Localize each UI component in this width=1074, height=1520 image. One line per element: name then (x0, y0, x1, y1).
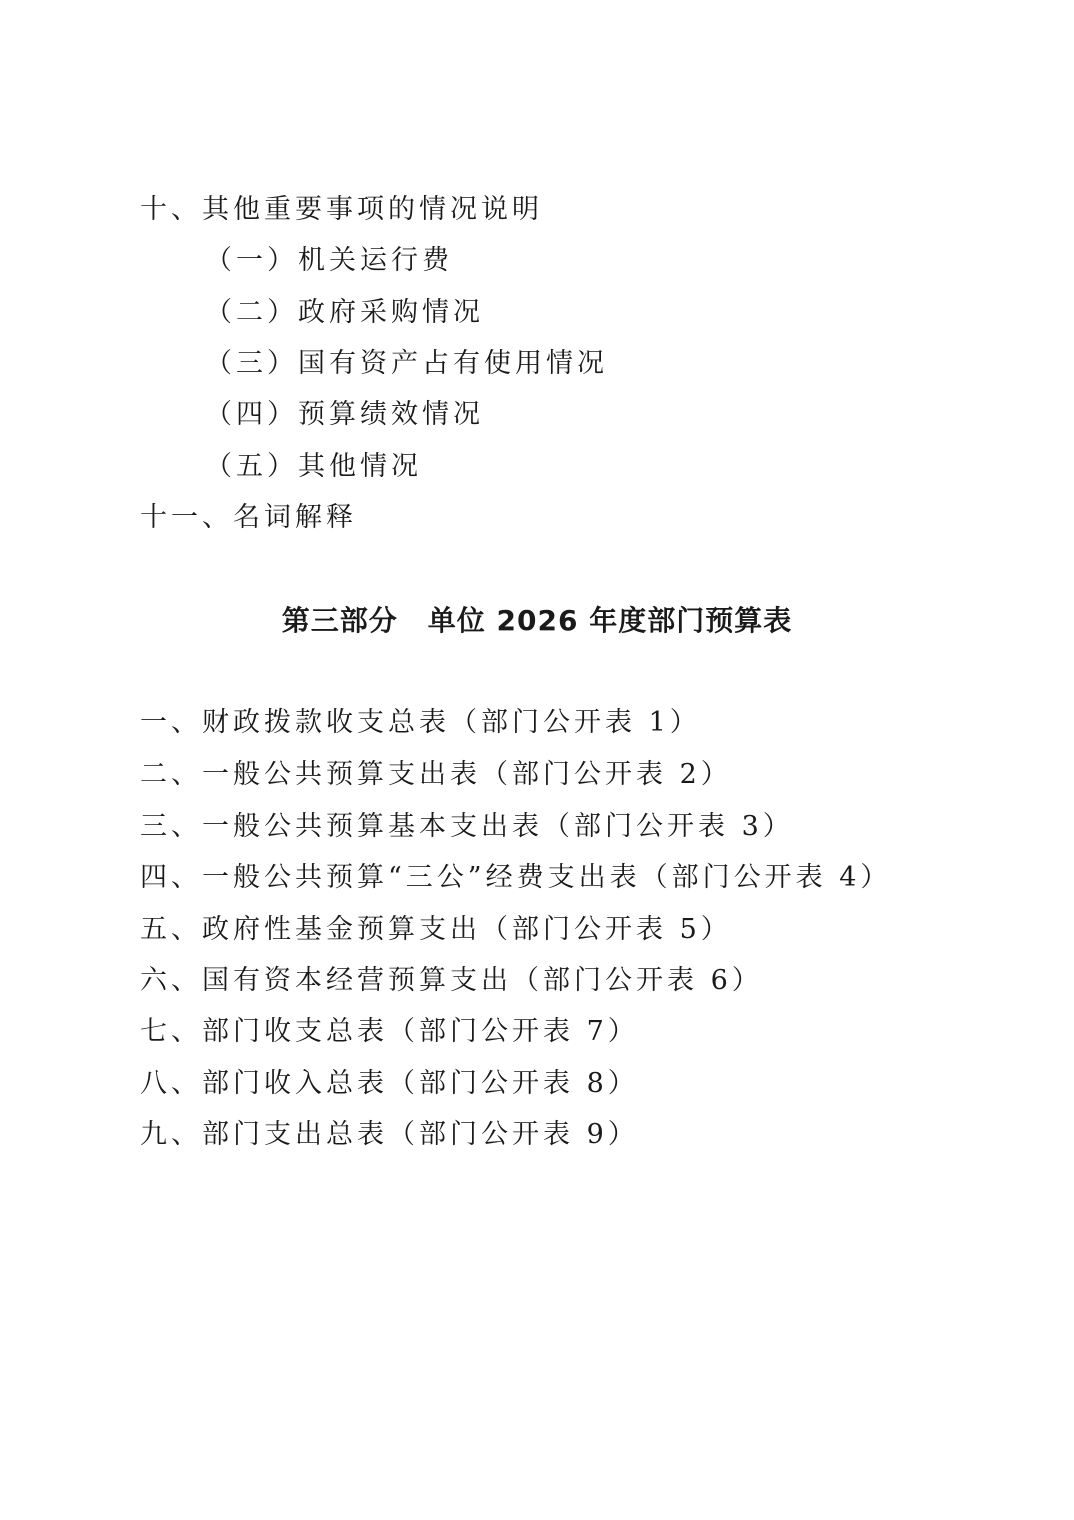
section-ten-item-2: （二）政府采购情况 (205, 297, 484, 328)
table-list-item-6: 六、国有资本经营预算支出（部门公开表 6） (140, 965, 763, 996)
table-list-item-5: 五、政府性基金预算支出（部门公开表 5） (140, 914, 732, 945)
table-list-item-1: 一、财政拨款收支总表（部门公开表 1） (140, 707, 701, 738)
table-list-item-8: 八、部门收入总表（部门公开表 8） (140, 1068, 639, 1099)
table-list-item-3: 三、一般公共预算基本支出表（部门公开表 3） (140, 811, 794, 842)
section-ten-item-5: （五）其他情况 (205, 451, 422, 482)
section-ten-item-1: （一）机关运行费 (205, 245, 453, 276)
part-three-heading-right: 单位 2026 年度部门预算表 (427, 604, 793, 637)
section-ten-item-4: （四）预算绩效情况 (205, 399, 484, 430)
table-list-item-7: 七、部门收支总表（部门公开表 7） (140, 1016, 639, 1047)
table-list-item-2: 二、一般公共预算支出表（部门公开表 2） (140, 759, 732, 790)
part-three-heading (0, 603, 1074, 639)
table-list-item-9: 九、部门支出总表（部门公开表 9） (140, 1119, 639, 1150)
part-three-heading-left: 第三部分 (281, 604, 398, 637)
section-eleven-title: 十一、名词解释 (140, 502, 357, 533)
table-list-item-4: 四、一般公共预算“三公”经费支出表（部门公开表 4） (140, 862, 892, 893)
section-ten-title: 十、其他重要事项的情况说明 (140, 194, 543, 225)
section-ten-item-3: （三）国有资产占有使用情况 (205, 348, 608, 379)
